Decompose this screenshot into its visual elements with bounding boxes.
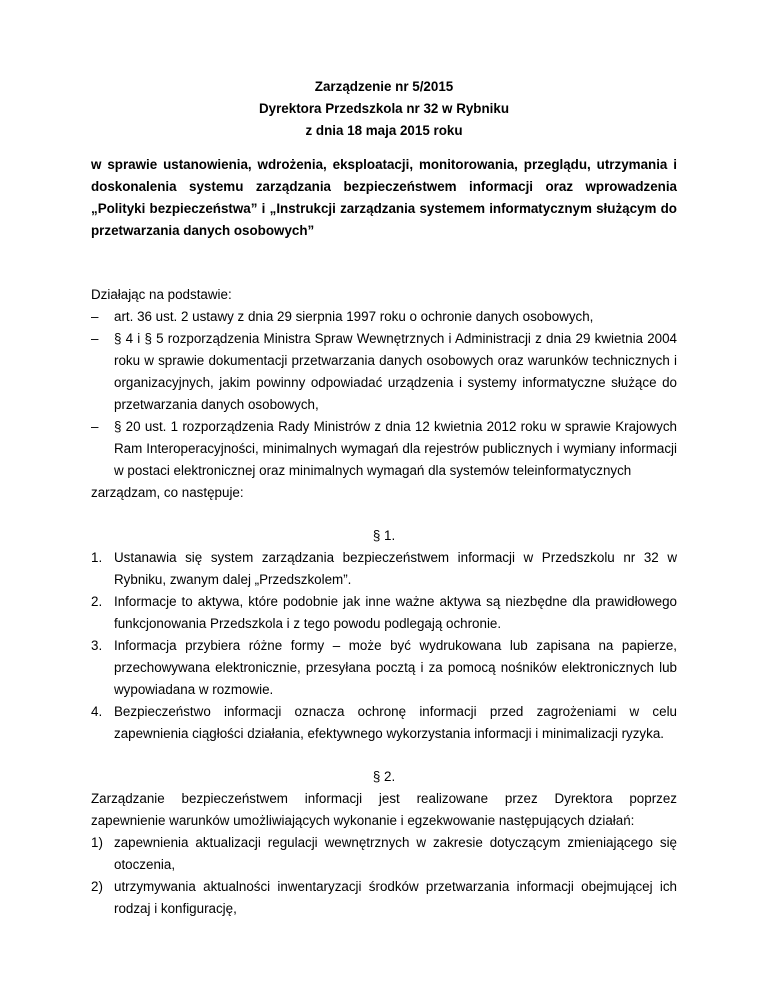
- legal-basis-item: [91, 306, 677, 328]
- dash-marker: –: [91, 331, 99, 346]
- item-number: 2): [91, 879, 103, 894]
- legal-basis-closing: zarządzam, co następuje:: [91, 485, 244, 500]
- section-1-item-text: Informacje to aktywa, które podobnie jak inne ważne aktywa są niezbędne dla prawidłowego funkcjonowania Przedszkola i z tego powodu podlegają ochronie.: [114, 594, 677, 631]
- legal-basis-item: [91, 328, 677, 416]
- document-subject: w sprawie ustanowienia, wdrożenia, eksploatacji, monitorowania, przeglądu, utrzymania i doskonalenia systemu zarządzania bezpieczeństwem informacji oraz wprowadzenia „Polityki bezpieczeństwa” i „Instrukcji zarządzania systemem informatycznym służącym do przetwarzania danych osobowych”: [91, 157, 677, 238]
- section-2-list: [91, 832, 677, 920]
- section-2-item: [91, 876, 677, 920]
- section-2-intro-line-2: zapewnienie warunków umożliwiających wykonanie i egzekwowanie następujących działań:: [91, 813, 635, 828]
- section-1-item: [91, 547, 677, 591]
- title-line-1: Zarządzenie nr 5/2015: [314, 79, 454, 94]
- legal-basis-text: art. 36 ust. 2 ustawy z dnia 29 sierpnia 1997 roku o ochronie danych osobowych,: [114, 309, 594, 324]
- section-1-item-text: Informacja przybiera różne formy – może być wydrukowana lub zapisana na papierze, przechowywana elektronicznie, przesyłana pocztą i za pomocą nośników elektronicznych lub wypowiadana w rozmowie.: [114, 638, 677, 697]
- title-line-3: z dnia 18 maja 2015 roku: [305, 123, 463, 138]
- section-2-item-text: utrzymywania aktualności inwentaryzacji środków przetwarzania informacji obejmującej ich rodzaj i konfigurację,: [114, 879, 677, 916]
- section-1-item-text: Bezpieczeństwo informacji oznacza ochronę informacji przed zagrożeniami w celu zapewnienia ciągłości działania, efektywnego wykorzystania informacji i minimalizacji ryzyka.: [114, 704, 677, 741]
- document-body: [91, 76, 677, 920]
- legal-basis-list: [91, 306, 677, 482]
- legal-basis-item: [91, 416, 677, 482]
- dash-marker: –: [91, 309, 99, 324]
- document-title: [91, 76, 677, 142]
- section-2-item: [91, 832, 677, 876]
- legal-basis-text: § 4 i § 5 rozporządzenia Ministra Spraw Wewnętrznych i Administracji z dnia 29 kwietnia 2004 roku w sprawie dokumentacji przetwarzania danych osobowych oraz warunków technicznych i organizacyjnych, jakim powinny odpowiadać urządzenia i systemy informatyczne służące do przetwarzania danych osobowych,: [114, 331, 677, 412]
- section-2-heading: § 2.: [372, 769, 396, 784]
- item-number: 1.: [91, 550, 103, 565]
- section-2-item-text: zapewnienia aktualizacji regulacji wewnętrznych w zakresie dotyczącym zmieniającego się otoczenia,: [114, 835, 677, 872]
- legal-basis-intro: Działając na podstawie:: [91, 287, 232, 302]
- section-1-item: [91, 635, 677, 701]
- section-1-list: [91, 547, 677, 745]
- item-number: 2.: [91, 594, 103, 609]
- section-1-item-text: Ustanawia się system zarządzania bezpieczeństwem informacji w Przedszkolu nr 32 w Rybniku, zwanym dalej „Przedszkolem”.: [114, 550, 677, 587]
- section-2-intro-line-1: Zarządzanie bezpieczeństwem informacji jest realizowane przez Dyrektora poprzez: [91, 791, 677, 806]
- section-1-item: [91, 591, 677, 635]
- item-number: 3.: [91, 638, 103, 653]
- section-1-heading: § 1.: [372, 528, 396, 543]
- section-1-item: [91, 701, 677, 745]
- item-number: 4.: [91, 704, 103, 719]
- dash-marker: –: [91, 419, 99, 434]
- item-number: 1): [91, 835, 103, 850]
- title-line-2: Dyrektora Przedszkola nr 32 w Rybniku: [258, 101, 510, 116]
- legal-basis-text: § 20 ust. 1 rozporządzenia Rady Ministrów z dnia 12 kwietnia 2012 roku w sprawie Krajowych Ram Interoperacyjności, minimalnych wymagań dla rejestrów publicznych i wymiany informacji w postaci elektronicznej oraz minimalnych wymagań dla systemów teleinformatycznych: [114, 419, 677, 478]
